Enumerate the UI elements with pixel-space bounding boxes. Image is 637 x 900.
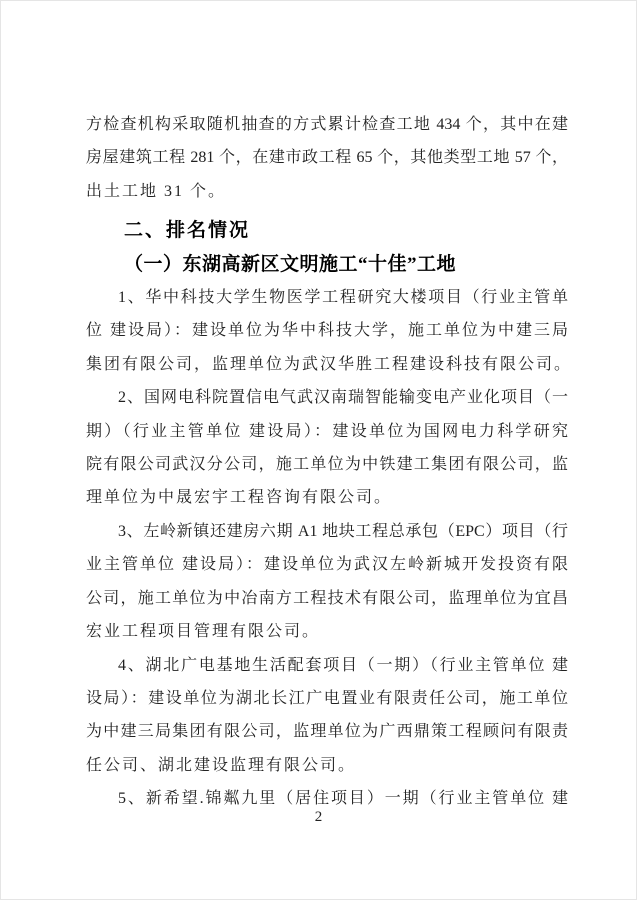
heading1 (86, 214, 568, 247)
text-line: 5、新希望.锦粼九里（居住项目）一期（行业主管单位 建 (118, 790, 568, 808)
text-line: 集团有限公司，监理单位为武汉华胜工程建设科技有限公司。 (86, 355, 573, 373)
text-line: 期）（行业主管单位 建设局）：建设单位为国网电力科学研究 (86, 422, 568, 440)
text-line: 3、左岭新镇还建房六期 A1 地块工程总承包（EPC）项目（行 (118, 522, 568, 540)
paragraph (86, 515, 568, 649)
paragraph (86, 649, 568, 783)
paragraph (86, 281, 573, 381)
text-line: 二、排名情况 (124, 220, 251, 242)
text-line: （一）东湖高新区文明施工“十佳”工地 (124, 253, 457, 275)
text-line: 院有限公司武汉分公司，施工单位为中铁建工集团有限公司，监 (86, 456, 568, 474)
text-line: 房屋建筑工程 281 个，在建市政工程 65 个，其他类型工地 57 个， (86, 149, 568, 167)
heading2 (86, 248, 568, 281)
text-line: 宏业工程项目管理有限公司。 (86, 623, 321, 641)
text-line: 设局）：建设单位为湖北长江广电置业有限责任公司，施工单位 (86, 689, 568, 707)
document-body (86, 108, 573, 816)
paragraph (86, 108, 568, 208)
text-line: 4、湖北广电基地生活配套项目（一期）（行业主管单位 建 (118, 656, 568, 674)
page-number: 2 (314, 809, 323, 825)
text-line: 任公司、湖北建设监理有限公司。 (86, 756, 357, 774)
text-line: 位 建设局）：建设单位为华中科技大学，施工单位为中建三局 (86, 322, 568, 340)
text-line: 方检查机构采取随机抽查的方式累计检查工地 434 个，其中在建 (86, 116, 568, 133)
text-line: 1、华中科技大学生物医学工程研究大楼项目（行业主管单 (118, 289, 568, 307)
text-line: 2、国网电科院置信电气武汉南瑞智能输变电产业化项目（一 (118, 389, 568, 407)
text-line: 理单位为中晟宏宇工程咨询有限公司。 (86, 489, 393, 507)
paragraph (86, 381, 568, 515)
text-line: 出土工地 31 个。 (86, 182, 227, 200)
text-line: 业主管单位 建设局）：建设单位为武汉左岭新城开发投资有限 (86, 556, 568, 574)
text-line: 为中建三局集团有限公司，监理单位为广西鼎策工程顾问有限责 (86, 723, 568, 741)
text-line: 公司，施工单位为中冶南方工程技术有限公司，监理单位为宜昌 (86, 589, 568, 607)
